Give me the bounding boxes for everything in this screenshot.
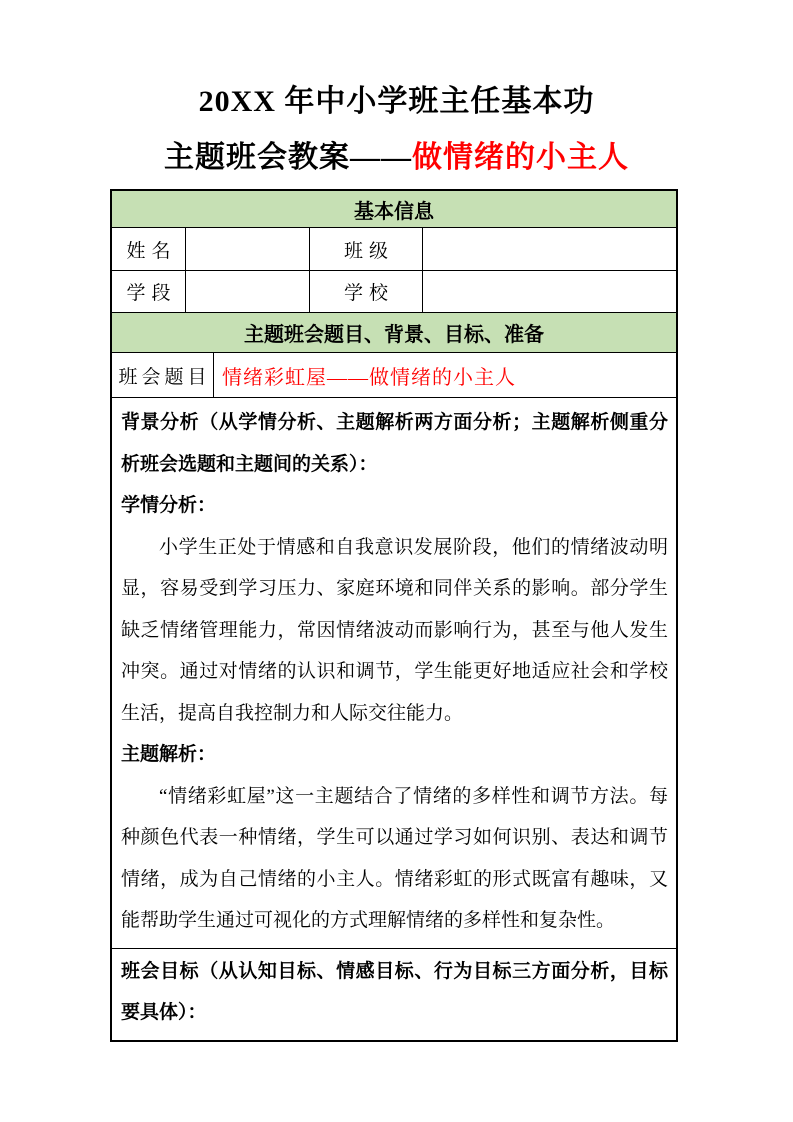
table-row-topic [112, 352, 676, 397]
school-label-cell [309, 271, 422, 312]
class-label: 班级 [343, 240, 394, 262]
lesson-plan-table [110, 189, 678, 1042]
school-input-cell[interactable] [422, 271, 676, 312]
document-title [0, 0, 793, 186]
student-analysis-paragraph: 小学生正处于情感和自我意识发展阶段，他们的情绪波动明显，容易受到学习压力、家庭环境和同伴关系的影响。部分学生缺乏情绪管理能力，常因情绪波动而影响行为，甚至与他人发生冲突。通过对情绪的认识和调节，学生能更好地适应社会和学校生活，提高自我控制力和人际交往能力。 [121, 536, 668, 724]
section-header-basic-info [112, 191, 676, 227]
section-header-basic-info-label: 基本信息 [354, 200, 434, 223]
goals-cell [112, 949, 676, 1040]
topic-value-cell: 情绪彩虹屋——做情绪的小主人 [213, 353, 676, 397]
table-row-stage-school [112, 270, 676, 312]
topic-label: 班会题目 [118, 366, 211, 388]
stage-input-cell[interactable] [185, 271, 309, 312]
document-title-line2-red: 做情绪的小主人 [412, 141, 629, 174]
background-analysis-cell [112, 398, 676, 948]
stage-label-cell [112, 271, 185, 312]
table-row-background-analysis [112, 397, 676, 948]
theme-analysis-paragraph: “情绪彩虹屋”这一主题结合了情绪的多样性和调节方法。每种颜色代表一种情绪，学生可以通过学习如何识别、表达和调节情绪，成为自己情绪的小主人。情绪彩虹的形式既富有趣味，又能帮助学生通过可视化的方式理解情绪的多样性和复杂性。 [121, 785, 668, 931]
goals-intro: 班会目标（从认知目标、情感目标、行为目标三方面分析，目标要具体）： [121, 960, 668, 1023]
stage-label: 学段 [126, 283, 177, 304]
section-header-topic-background [112, 312, 676, 352]
table-row-goals [112, 948, 676, 1040]
document-title-line1: 20XX 年中小学班主任基本功 [198, 85, 595, 118]
theme-analysis-subhead: 主题解析： [121, 744, 217, 765]
topic-label-cell [112, 353, 213, 397]
school-label: 学校 [343, 283, 394, 304]
class-label-cell [309, 228, 422, 270]
name-input-cell[interactable] [185, 228, 309, 270]
background-analysis-intro: 背景分析（从学情分析、主题解析两方面分析；主题解析侧重分析班会选题和主题间的关系）： [121, 412, 668, 475]
document-title-line2-black: 主题班会教案—— [164, 141, 412, 174]
class-input-cell[interactable] [422, 228, 676, 270]
name-label-cell [112, 228, 185, 270]
name-label: 姓名 [126, 240, 177, 262]
table-row-name-class [112, 227, 676, 270]
student-analysis-subhead: 学情分析： [121, 495, 217, 516]
document-title-line2 [0, 130, 793, 186]
section-header-topic-background-label: 主题班会题目、背景、目标、准备 [244, 324, 544, 346]
